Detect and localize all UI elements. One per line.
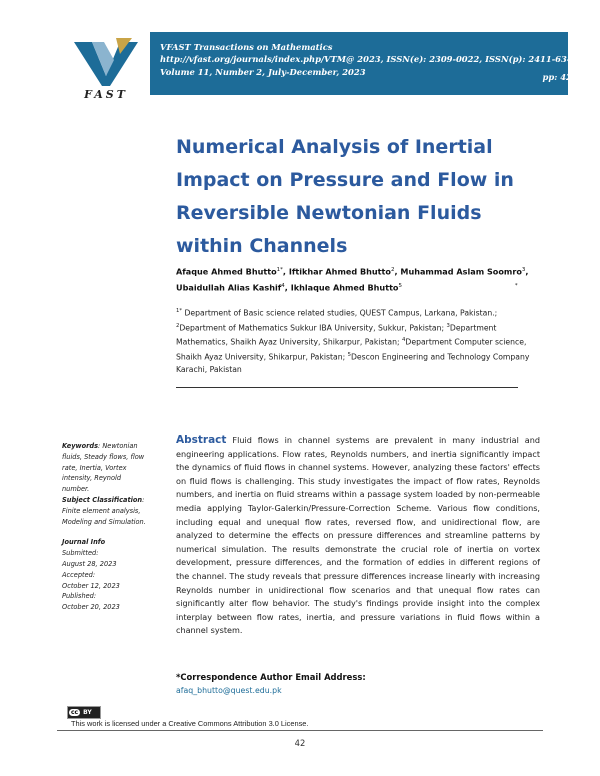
correspondence-label: *Correspondence Author Email Address: bbox=[176, 672, 366, 682]
published-label: Published: bbox=[62, 592, 97, 601]
cc-license-badge[interactable] bbox=[67, 706, 101, 719]
vfast-logo bbox=[70, 36, 142, 100]
subject-classification: Subject Classification: Finite element analysis, Modeling and Simulation. bbox=[62, 495, 146, 526]
footer-divider bbox=[57, 730, 543, 731]
page-number: 42 bbox=[294, 738, 306, 748]
title-line: Numerical Analysis of Inertial bbox=[176, 136, 493, 158]
section-divider bbox=[176, 387, 518, 388]
author-list: Afaque Ahmed Bhutto$^{1*}$, Iftikhar Ahmed Bhutto$^2$, Muhammad Aslam Soomro$^3$, Ubaidullah Alias Kashif$^4$, Ikhlaque Ahmed Bhutto$^5$ * bbox=[176, 266, 529, 293]
published-date: October 20, 2023 bbox=[62, 603, 120, 612]
affiliations: $^{1*}$ Department of Basic science related studies, QUEST Campus, Larkana, Pakistan.; $^2$Department of Mathematics Sukkur IBA University, Sukkur, Pakistan; $^3$Department Mathematics, Shaikh Ayaz University, Shikarpur, Pakistan; $^4$Department Computer science, Shaikh Ayaz University, Shikarpur, Pakistan; $^5$Descon Engineering and Technology Company Karachi, Pakistan bbox=[176, 308, 530, 375]
page-range: pp: 42-62 bbox=[542, 72, 587, 82]
journal-volume: Volume 11, Number 2, July-December, 2023 bbox=[160, 66, 366, 77]
logo-text: FAST bbox=[84, 88, 128, 100]
accepted-date: October 12, 2023 bbox=[62, 581, 120, 590]
title-line: Reversible Newtonian Fluids bbox=[176, 202, 482, 224]
submitted-date: August 28, 2023 bbox=[62, 559, 117, 568]
journal-header-text bbox=[160, 41, 578, 78]
author-name: Muhammad Aslam Soomro bbox=[400, 266, 522, 277]
journal-info-label: Journal Info bbox=[62, 538, 106, 547]
title-line: within Channels bbox=[176, 235, 348, 257]
abstract-label: Abstract bbox=[176, 434, 227, 446]
correspondence-email[interactable]: afaq_bhutto@quest.edu.pk bbox=[176, 686, 282, 695]
title-line: Impact on Pressure and Flow in bbox=[176, 169, 514, 191]
article-sidebar bbox=[62, 441, 146, 613]
author-name: Ikhlaque Ahmed Bhutto bbox=[290, 282, 399, 293]
license-text[interactable]: This work is licensed under a Creative Commons Attribution 3.0 License. bbox=[71, 719, 309, 728]
keywords: Keywords: Newtonian fluids, Steady flows, flow rate, Inertia, Vortex intensity, Reynold number. bbox=[62, 442, 145, 494]
author-name: Iftikhar Ahmed Bhutto bbox=[288, 266, 391, 277]
journal-url-issn[interactable]: http://vfast.org/journals/index.php/VTM@ 2023, ISSN(e): 2309-0022, ISSN(p): 2411-6343 bbox=[160, 54, 579, 65]
author-name: Ubaidullah Alias Kashif bbox=[176, 282, 282, 293]
abstract-text: Fluid flows in channel systems are prevalent in many industrial and engineering applications. Flow rates, Reynolds numbers, and inertia significantly impact the dynamics of fluid flows in channel systems. However, analyzing these factors' effects on fluid flows is challenging. This study investigates the impact of flow rates, Reynolds numbers, and inertia on fluid streams within a passage system loaded by non-permeable media applying Taylor-Galerkin/Pressure-Correction Scheme. Various flow conditions, including equal and unequal flow rates, reversed flow, and unidirectional flow, are analyzed to determine the effects on pressure differences and streamline patterns by numerical simulation. The results demonstrate the crucial role of inertia on vortex development, pressure differences, and the formation of eddies in different regions of the channel. The study reveals that pressure differences increase linearly with increasing Reynolds number in unidirectional flow scenarios and that unequal flow rates can significantly alter flow behavior. The study's findings provide insight into the complex interplay between flow rates, inertia, and pressure variations in fluid flows within a channel system. bbox=[176, 435, 540, 636]
submitted-label: Submitted: bbox=[62, 549, 99, 558]
journal-name: VFAST Transactions on Mathematics bbox=[160, 42, 333, 52]
accepted-label: Accepted: bbox=[62, 570, 96, 579]
abstract bbox=[176, 434, 540, 638]
cc-icon: cc bbox=[71, 709, 79, 716]
paper-title bbox=[176, 131, 576, 263]
author-name: Afaque Ahmed Bhutto bbox=[176, 266, 277, 277]
by-icon: BY bbox=[83, 709, 92, 716]
